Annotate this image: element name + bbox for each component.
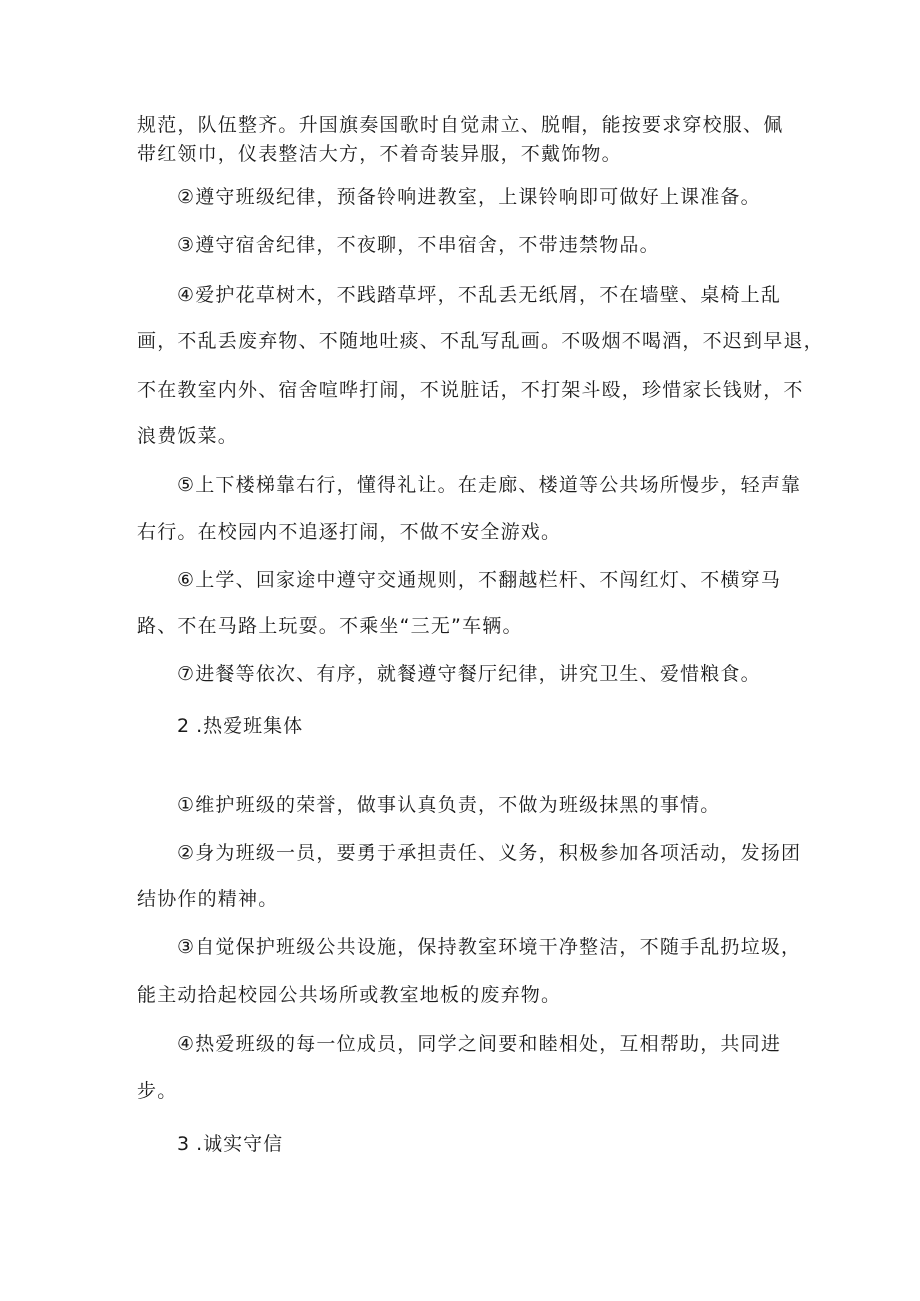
text-line: 画，不乱丢废弃物、不随地吐痰、不乱写乱画。不吸烟不喝酒，不迟到早退， — [137, 330, 824, 352]
section-heading-3 — [177, 1132, 283, 1156]
text-line: ⑥上学、回家途中遵守交通规则，不翻越栏杆、不闯红灯、不横穿马 — [177, 569, 782, 591]
section-title: .诚实守信 — [196, 1133, 284, 1155]
text-line: ③遵守宿舍纪律，不夜聊，不串宿舍，不带违禁物品。 — [177, 234, 660, 256]
text-line: ④爱护花草树木，不践踏草坪，不乱丢无纸屑，不在墙壁、桌椅上乱 — [177, 284, 782, 306]
text-line: ②身为班级一员，要勇于承担责任、义务，积极参加各项活动，发扬团 — [177, 842, 802, 864]
text-line: ⑤上下楼梯靠右行，懂得礼让。在走廊、楼道等公共场所慢步，轻声靠 — [177, 474, 802, 496]
text-line: 不在教室内外、宿舍喧哗打闹，不说脏话，不打架斗殴，珍惜家长钱财，不 — [137, 379, 804, 401]
section-number: 3 — [177, 1133, 190, 1155]
text-line: ①维护班级的荣誉，做事认真负责，不做为班级抹黑的事情。 — [177, 794, 721, 816]
text-line: 右行。在校园内不追逐打闹，不做不安全游戏。 — [137, 521, 562, 543]
section-number: 2 — [177, 715, 190, 737]
text-line: ④热爱班级的每一位成员，同学之间要和睦相处，互相帮助，共同进 — [177, 1033, 782, 1055]
text-line: ⑦进餐等依次、有序，就餐遵守餐厅纪律，讲究卫生、爱惜粮食。 — [177, 663, 761, 685]
text-line: 路、不在马路上玩耍。不乘坐“三无”车辆。 — [137, 615, 523, 637]
text-line: 浪费饭菜。 — [137, 425, 239, 447]
section-heading-2 — [177, 714, 303, 738]
text-line: ③自觉保护班级公共设施，保持教室环境干净整洁，不随手乱扔垃圾， — [177, 936, 802, 958]
text-line: 步。 — [137, 1080, 178, 1102]
text-line: 结协作的精神。 — [137, 888, 279, 910]
text-line: 能主动拾起校园公共场所或教室地板的废弃物。 — [137, 984, 562, 1006]
section-title: .热爱班集体 — [196, 715, 304, 737]
text-line: 规范，队伍整齐。升国旗奏国歌时自觉肃立、脱帽，能按要求穿校服、佩 — [137, 114, 784, 136]
text-line: ②遵守班级纪律，预备铃响进教室，上课铃响即可做好上课准备。 — [177, 186, 761, 208]
text-line: 带红领巾，仪表整洁大方，不着奇装异服，不戴饰物。 — [137, 143, 622, 165]
